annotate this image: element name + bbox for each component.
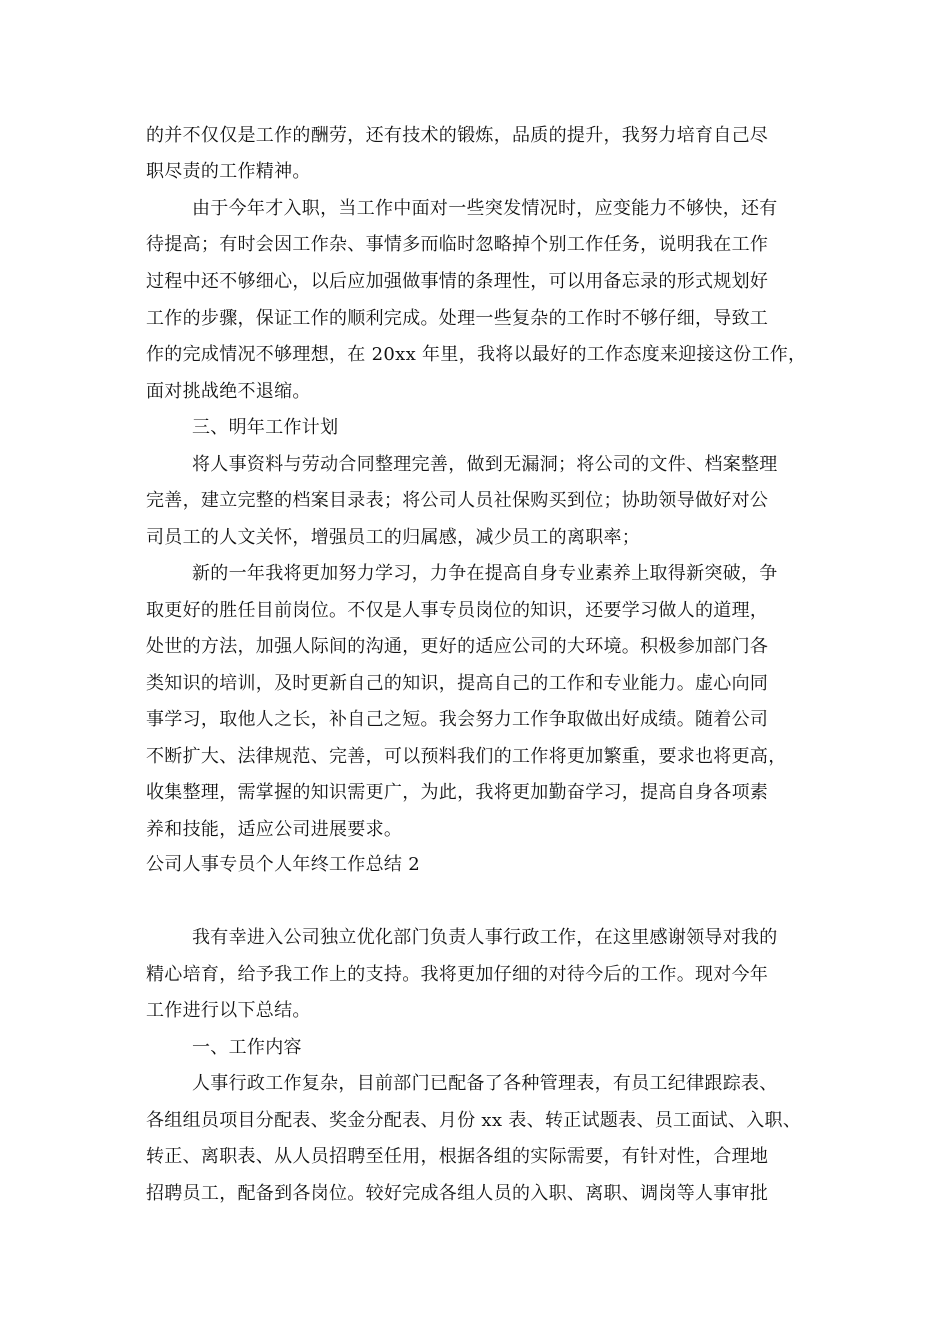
body-text-line: 转正、离职表、从人员招聘至任用，根据各组的实际需要，有针对性，合理地 (146, 1146, 769, 1167)
body-text-line: 工作的步骤，保证工作的顺利完成。处理一些复杂的工作时不够仔细，导致工 (146, 308, 769, 329)
body-text-line: 作的完成情况不够理想，在 20xx 年里，我将以最好的工作态度来迎接这份工作， (146, 344, 807, 365)
body-text-line: 收集整理，需掌握的知识需更广，为此，我将更加勤奋学习，提高自身各项素 (146, 782, 769, 803)
body-text-line: 过程中还不够细心，以后应加强做事情的条理性，可以用备忘录的形式规划好 (146, 271, 769, 292)
body-text-line: 招聘员工，配备到各岗位。较好完成各组人员的入职、离职、调岗等人事审批 (146, 1183, 769, 1204)
body-text-line: 面对挑战绝不退缩。 (146, 381, 311, 402)
body-text-line: 职尽责的工作精神。 (146, 161, 311, 182)
body-text-line: 各组组员项目分配表、奖金分配表、月份 xx 表、转正试题表、员工面试、入职、 (146, 1110, 802, 1131)
body-text-line: 类知识的培训，及时更新自己的知识，提高自己的工作和专业能力。虚心向同 (146, 673, 769, 694)
body-text-line: 的并不仅仅是工作的酬劳，还有技术的锻炼，品质的提升，我努力培育自己尽 (146, 125, 769, 146)
document-title: 公司人事专员个人年终工作总结 2 (146, 854, 420, 875)
body-text-line: 取更好的胜任目前岗位。不仅是人事专员岗位的知识，还要学习做人的道理， (146, 600, 769, 621)
body-text-line: 完善，建立完整的档案目录表；将公司人员社保购买到位；协助领导做好对公 (146, 490, 769, 511)
section-heading: 一、工作内容 (192, 1037, 302, 1058)
paragraph-start-line: 将人事资料与劳动合同整理完善，做到无漏洞；将公司的文件、档案整理 (192, 454, 778, 475)
body-text-line: 不断扩大、法律规范、完善，可以预料我们的工作将更加繁重，要求也将更高， (146, 746, 787, 767)
body-text-line: 工作进行以下总结。 (146, 1000, 311, 1021)
body-text-line: 待提高；有时会因工作杂、事情多而临时忽略掉个别工作任务，说明我在工作 (146, 234, 769, 255)
body-text-line: 养和技能，适应公司进展要求。 (146, 819, 403, 840)
body-text-line: 精心培育，给予我工作上的支持。我将更加仔细的对待今后的工作。现对今年 (146, 964, 769, 985)
paragraph-start-line: 新的一年我将更加努力学习，力争在提高自身专业素养上取得新突破，争 (192, 563, 778, 584)
paragraph-start-line: 人事行政工作复杂，目前部门已配备了各种管理表，有员工纪律跟踪表、 (192, 1073, 778, 1094)
body-text-line: 司员工的人文关怀，增强员工的归属感，减少员工的离职率； (146, 527, 641, 548)
paragraph-start-line: 由于今年才入职，当工作中面对一些突发情况时，应变能力不够快，还有 (192, 198, 778, 219)
body-text-line: 事学习，取他人之长，补自己之短。我会努力工作争取做出好成绩。随着公司 (146, 709, 769, 730)
paragraph-start-line: 我有幸进入公司独立优化部门负责人事行政工作，在这里感谢领导对我的 (192, 927, 778, 948)
section-heading: 三、明年工作计划 (192, 417, 339, 438)
body-text-line: 处世的方法，加强人际间的沟通，更好的适应公司的大环境。积极参加部门各 (146, 636, 769, 657)
